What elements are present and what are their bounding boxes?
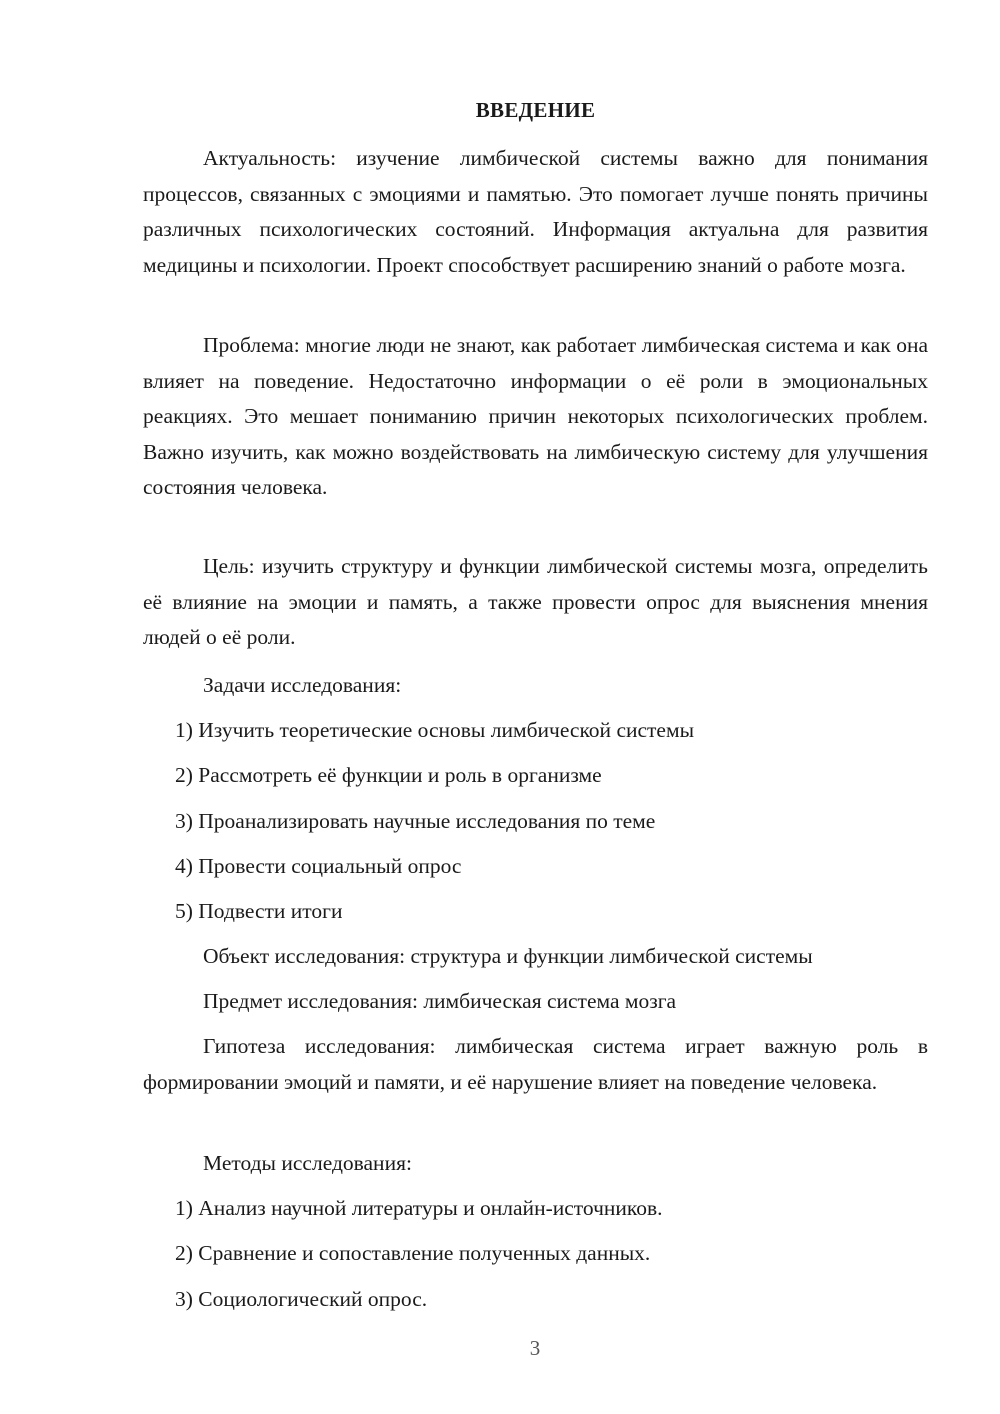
relevance-paragraph: Актуальность: изучение лимбической системы важно для понимания процессов, связанных с эмоциями и памятью. Это помогает лучше понять причины различных психологических состояний. Информация актуальна для развития медицины и психологии. Проект способствует расширению знаний о работе мозга. — [143, 146, 928, 277]
task-item: 4) Провести социальный опрос — [175, 854, 462, 878]
method-item: 1) Анализ научной литературы и онлайн-источников. — [175, 1196, 663, 1220]
task-item: 5) Подвести итоги — [175, 899, 343, 923]
method-item: 3) Социологический опрос. — [175, 1287, 428, 1311]
hypothesis-paragraph: Гипотеза исследования: лимбическая система играет важную роль в формировании эмоций и памяти, и её нарушение влияет на поведение человека. — [143, 1034, 928, 1094]
research-object: Объект исследования: структура и функции лимбической системы — [203, 944, 813, 968]
task-item: 3) Проанализировать научные исследования по теме — [175, 809, 656, 833]
tasks-heading: Задачи исследования: — [203, 673, 402, 697]
methods-heading: Методы исследования: — [203, 1151, 412, 1175]
method-item: 2) Сравнение и сопоставление полученных данных. — [175, 1241, 651, 1265]
goal-paragraph: Цель: изучить структуру и функции лимбической системы мозга, определить её влияние на эмоции и память, а также провести опрос для выяснения мнения людей о её роли. — [143, 554, 928, 649]
research-subject: Предмет исследования: лимбическая система мозга — [203, 989, 677, 1013]
page-number: 3 — [529, 1336, 541, 1360]
problem-paragraph: Проблема: многие люди не знают, как работает лимбическая система и как она влияет на поведение. Недостаточно информации о её роли в эмоциональных реакциях. Это мешает пониманию причин некоторых психологических проблем. Важно изучить, как можно воздействовать на лимбическую систему для улучшения состояния человека. — [143, 333, 928, 499]
task-item: 1) Изучить теоретические основы лимбической системы — [175, 718, 695, 742]
task-item: 2) Рассмотреть её функции и роль в организме — [175, 763, 602, 787]
page-title: ВВЕДЕНИЕ — [475, 98, 596, 122]
